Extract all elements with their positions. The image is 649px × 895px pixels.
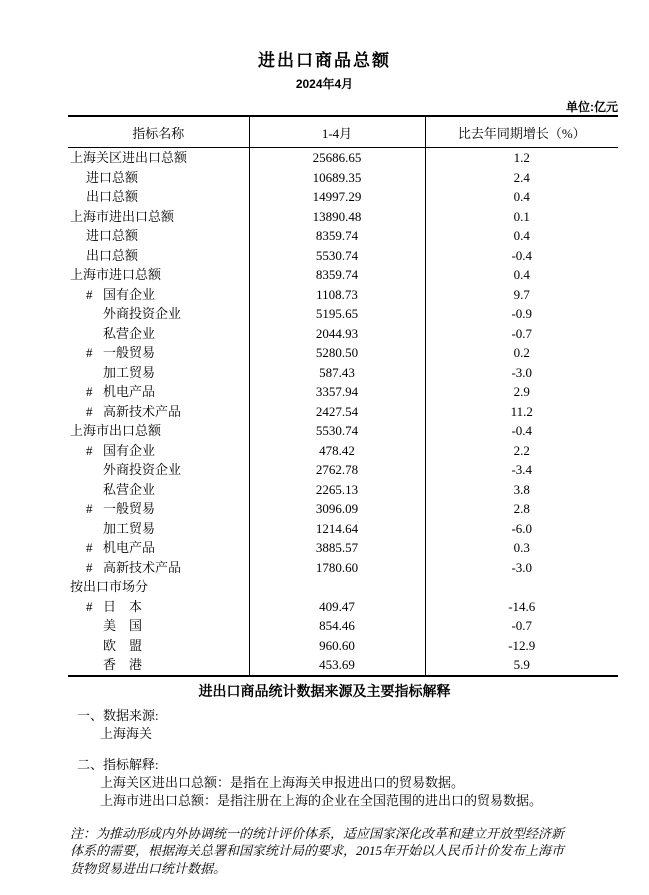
hash-mark: # [86, 345, 93, 360]
growth-cell: 9.7 [425, 285, 618, 305]
table-row [68, 226, 618, 246]
value-cell: 1780.60 [249, 558, 425, 578]
indicator-name-cell [68, 382, 249, 402]
hash-mark: # [86, 442, 93, 458]
table-row [68, 304, 618, 324]
value-cell: 854.46 [249, 616, 425, 636]
indicator-label: 出口总额 [86, 189, 139, 204]
indicator-name-cell [68, 265, 249, 285]
value-cell: 5195.65 [249, 304, 425, 324]
header-growth: 比去年同期增长（%） [425, 116, 618, 148]
growth-cell: -0.7 [425, 616, 618, 636]
hash-mark: # [86, 501, 93, 516]
value-cell: 8359.74 [249, 226, 425, 246]
indicator-name-cell [68, 597, 249, 617]
table-row [68, 460, 618, 480]
indicator-label: 上海关区进出口总额 [70, 150, 188, 165]
table-row [68, 636, 618, 656]
indicator-name-cell [68, 441, 249, 461]
indicator-name-cell [68, 363, 249, 383]
page-subtitle: 2024年4月 [295, 77, 354, 91]
unit-label: 单位:亿元 [566, 100, 618, 114]
table-row [68, 187, 618, 207]
table-row [68, 441, 618, 461]
indicator-name-cell [68, 519, 249, 539]
indicator-label: 进口总额 [86, 169, 139, 185]
indicator-name-cell [68, 402, 249, 422]
hash-mark: # [86, 559, 93, 575]
indicator-label: 外商投资企业 [103, 306, 182, 321]
footnote [0, 825, 649, 878]
indicator-name-cell [68, 168, 249, 188]
value-cell [249, 577, 425, 597]
growth-cell: -0.4 [425, 246, 618, 266]
indicator-label: 上海市进出口总额 [70, 208, 175, 224]
indicator-label: 高新技术产品 [103, 403, 182, 419]
indicators-table [68, 115, 618, 677]
table-row [68, 382, 618, 402]
table-row [68, 538, 618, 558]
table-row [68, 363, 618, 383]
indicator-label: 欧 盟 [103, 637, 143, 653]
value-cell: 25686.65 [249, 148, 425, 168]
indicator-label: 香 港 [103, 657, 143, 672]
table-row [68, 421, 618, 441]
growth-cell: 0.3 [425, 538, 618, 558]
page-title: 进出口商品总额 [258, 51, 391, 70]
value-cell: 2265.13 [249, 480, 425, 500]
notes-block [0, 708, 649, 878]
growth-cell: 2.8 [425, 499, 618, 519]
indicator-label: 一般贸易 [103, 501, 156, 516]
indicator-name-cell [68, 246, 249, 266]
indicator-label: 私营企业 [103, 481, 156, 497]
table-row [68, 480, 618, 500]
hash-mark: # [86, 540, 93, 555]
table-row [68, 577, 618, 597]
value-cell: 13890.48 [249, 207, 425, 227]
indicator-name-cell [68, 499, 249, 519]
indicator-label: 国有企业 [103, 442, 156, 458]
indicator-label: 日 本 [103, 598, 143, 614]
growth-cell [425, 577, 618, 597]
indicator-name-cell [68, 616, 249, 636]
growth-cell: 0.1 [425, 207, 618, 227]
indicator-name-cell [68, 558, 249, 578]
footnote-line: 体系的需要，根据海关总署和国家统计局的要求，2015年开始以人民币计价发布上海市 [70, 843, 565, 858]
indicator-explain-heading: 二、指标解释: [77, 756, 159, 772]
value-cell: 409.47 [249, 597, 425, 617]
hash-mark: # [86, 598, 93, 614]
indicator-name-cell [68, 324, 249, 344]
table-row [68, 343, 618, 363]
indicator-label: 外商投资企业 [103, 462, 182, 477]
indicator-label: 进口总额 [86, 228, 139, 243]
header-indicator-name: 指标名称 [68, 116, 249, 148]
growth-cell: -3.4 [425, 460, 618, 480]
growth-cell: 3.8 [425, 480, 618, 500]
growth-cell: 1.2 [425, 148, 618, 168]
value-cell: 960.60 [249, 636, 425, 656]
indicator-name-cell [68, 207, 249, 227]
value-cell: 2762.78 [249, 460, 425, 480]
growth-cell: 11.2 [425, 402, 618, 422]
growth-cell: 2.2 [425, 441, 618, 461]
table-row [68, 265, 618, 285]
indicator-label: 加工贸易 [103, 520, 156, 536]
value-cell: 5280.50 [249, 343, 425, 363]
indicator-label: 私营企业 [103, 325, 156, 341]
growth-cell: 0.4 [425, 265, 618, 285]
growth-cell: -0.9 [425, 304, 618, 324]
table-row [68, 499, 618, 519]
table-row [68, 402, 618, 422]
growth-cell: -3.0 [425, 363, 618, 383]
growth-cell: 0.4 [425, 187, 618, 207]
indicator-label: 出口总额 [86, 247, 139, 263]
value-cell: 8359.74 [249, 265, 425, 285]
value-cell: 14997.29 [249, 187, 425, 207]
growth-cell: -6.0 [425, 519, 618, 539]
value-cell: 3357.94 [249, 382, 425, 402]
explain-line: 上海关区进出口总额：是指在上海海关申报进出口的贸易数据。 [100, 774, 465, 790]
hash-mark: # [86, 403, 93, 419]
table-row [68, 168, 618, 188]
value-cell: 478.42 [249, 441, 425, 461]
indicator-label: 美 国 [103, 618, 143, 633]
notes-section-title: 进出口商品统计数据来源及主要指标解释 [198, 682, 451, 699]
table-body [68, 148, 618, 676]
indicator-label: 高新技术产品 [103, 559, 182, 575]
indicator-label: 按出口市场分 [70, 579, 149, 594]
indicator-label: 机电产品 [103, 540, 156, 555]
indicator-name-cell [68, 187, 249, 207]
value-cell: 2427.54 [249, 402, 425, 422]
indicator-name-cell [68, 148, 249, 168]
value-cell: 1214.64 [249, 519, 425, 539]
growth-cell: 0.2 [425, 343, 618, 363]
indicator-label: 国有企业 [103, 286, 156, 302]
value-cell: 10689.35 [249, 168, 425, 188]
data-source-heading: 一、数据来源: [77, 707, 159, 723]
table-row [68, 246, 618, 266]
indicator-label: 一般贸易 [103, 345, 156, 360]
growth-cell: 5.9 [425, 655, 618, 676]
table-row [68, 519, 618, 539]
table-row [68, 324, 618, 344]
value-cell: 5530.74 [249, 421, 425, 441]
indicator-label: 上海市进口总额 [70, 267, 162, 282]
growth-cell: -0.4 [425, 421, 618, 441]
growth-cell: 0.4 [425, 226, 618, 246]
indicator-label: 机电产品 [103, 384, 156, 399]
table-row [68, 207, 618, 227]
value-cell: 5530.74 [249, 246, 425, 266]
table-row [68, 558, 618, 578]
table-header-row [68, 116, 618, 148]
data-source-value: 上海海关 [100, 725, 153, 741]
table-row [68, 597, 618, 617]
hash-mark: # [86, 384, 93, 399]
value-cell: 453.69 [249, 655, 425, 676]
value-cell: 587.43 [249, 363, 425, 383]
indicator-label: 上海市出口总额 [70, 423, 162, 438]
indicator-name-cell [68, 655, 249, 676]
growth-cell: -12.9 [425, 636, 618, 656]
indicator-name-cell [68, 538, 249, 558]
indicator-name-cell [68, 636, 249, 656]
growth-cell: -14.6 [425, 597, 618, 617]
indicator-name-cell [68, 285, 249, 305]
indicator-name-cell [68, 304, 249, 324]
value-cell: 3885.57 [249, 538, 425, 558]
indicator-name-cell [68, 460, 249, 480]
explain-line: 上海市进出口总额：是指注册在上海的企业在全国范围的进出口的贸易数据。 [100, 792, 543, 808]
growth-cell: 2.9 [425, 382, 618, 402]
value-cell: 1108.73 [249, 285, 425, 305]
table-row [68, 655, 618, 676]
growth-cell: -3.0 [425, 558, 618, 578]
table-row [68, 148, 618, 168]
indicator-name-cell [68, 226, 249, 246]
growth-cell: 2.4 [425, 168, 618, 188]
value-cell: 3096.09 [249, 499, 425, 519]
footnote-line: 货物贸易进出口统计数据。 [70, 860, 227, 876]
hash-mark: # [86, 286, 93, 302]
indicator-name-cell [68, 421, 249, 441]
header-period: 1-4月 [249, 116, 425, 148]
footnote-line: 注：为推动形成内外协调统一的统计评价体系，适应国家深化改革和建立开放型经济新 [70, 825, 565, 841]
indicator-label: 加工贸易 [103, 364, 156, 380]
value-cell: 2044.93 [249, 324, 425, 344]
growth-cell: -0.7 [425, 324, 618, 344]
table-row [68, 616, 618, 636]
indicator-name-cell [68, 577, 249, 597]
table-row [68, 285, 618, 305]
indicator-name-cell [68, 480, 249, 500]
indicator-name-cell [68, 343, 249, 363]
